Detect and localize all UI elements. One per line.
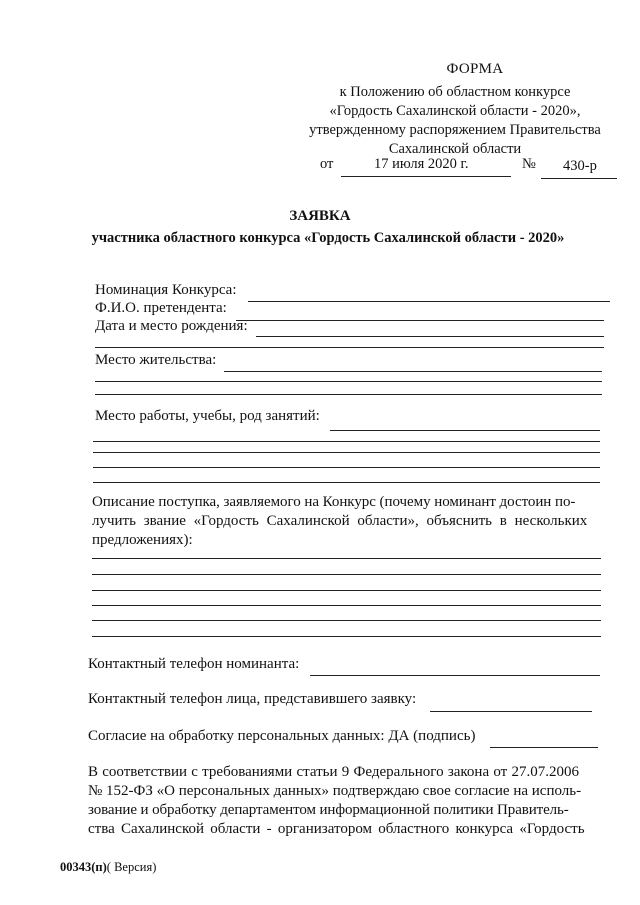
description-line-a[interactable] (92, 558, 601, 559)
work-line-2[interactable] (93, 441, 600, 442)
description-line-2: лучить звание «Гордость Сахалинской области», объяснить в нескольких (92, 513, 588, 529)
document-subtitle: участника областного конкурса «Гордость Сахалинской области - 2020» (91, 230, 565, 246)
footer-code: 00343(п) (60, 860, 107, 874)
description-line-3: предложениях): (92, 532, 193, 548)
form-label: ФОРМА (446, 61, 504, 77)
consent-signature-line[interactable] (490, 747, 598, 748)
residence-line-3[interactable] (95, 394, 602, 395)
description-line-f[interactable] (92, 636, 601, 637)
birth-label: Дата и место рождения: (95, 318, 248, 334)
description-line-1: Описание поступка, заявляемого на Конкурс (почему номинант достоин по- (92, 494, 576, 510)
footer-version: ( Версия) (106, 860, 157, 874)
consent-text-line-4: ства Сахалинской области - организатором областного конкурса «Гордость (88, 821, 585, 837)
footer (60, 860, 156, 875)
description-line-e[interactable] (92, 620, 601, 621)
phone-nominee-line[interactable] (310, 675, 600, 676)
residence-line-2[interactable] (95, 381, 602, 382)
consent-text-line-2: № 152-ФЗ «О персональных данных» подтверждаю свое согласие на исполь- (88, 783, 582, 799)
number-underline (541, 178, 617, 179)
consent-text-line-1: В соответствии с требованиями статьи 9 Федерального закона от 27.07.2006 (88, 764, 579, 780)
date-underline (341, 176, 511, 177)
description-line-d[interactable] (92, 605, 601, 606)
consent-label: Согласие на обработку персональных данных: ДА (подпись) (88, 728, 476, 744)
header-line-1: к Положению об областном конкурсе (339, 84, 571, 100)
residence-label: Место жительства: (95, 352, 217, 368)
nomination-line[interactable] (248, 301, 610, 302)
fio-line[interactable] (236, 320, 604, 321)
document-title: ЗАЯВКА (289, 208, 351, 224)
header-line-3: утвержденному распоряжением Правительства (309, 122, 601, 138)
residence-line[interactable] (224, 371, 602, 372)
nomination-label: Номинация Конкурса: (95, 282, 237, 298)
description-line-b[interactable] (92, 574, 601, 575)
header-line-4: Сахалинской области (388, 141, 522, 157)
date-prefix: от (320, 156, 334, 172)
description-line-c[interactable] (92, 590, 601, 591)
date-value: 17 июля 2020 г. (374, 156, 469, 172)
work-label: Место работы, учебы, род занятий: (95, 408, 320, 424)
consent-text-line-3: зование и обработку департаментом информационной политики Правитель- (88, 802, 569, 818)
work-line[interactable] (330, 430, 600, 431)
work-line-3[interactable] (93, 452, 600, 453)
phone-nominee-label: Контактный телефон номинанта: (88, 656, 300, 672)
number-value: 430-р (563, 158, 597, 174)
birth-line-2[interactable] (95, 347, 604, 348)
phone-applicant-label: Контактный телефон лица, представившего заявку: (88, 691, 417, 707)
phone-applicant-line[interactable] (430, 711, 592, 712)
birth-line[interactable] (256, 336, 604, 337)
header-line-2: «Гордость Сахалинской области - 2020», (329, 103, 581, 119)
header-block (290, 60, 620, 159)
work-line-4[interactable] (93, 467, 600, 468)
work-line-5[interactable] (93, 482, 600, 483)
fio-label: Ф.И.О. претендента: (95, 300, 227, 316)
number-prefix: № (522, 156, 536, 172)
